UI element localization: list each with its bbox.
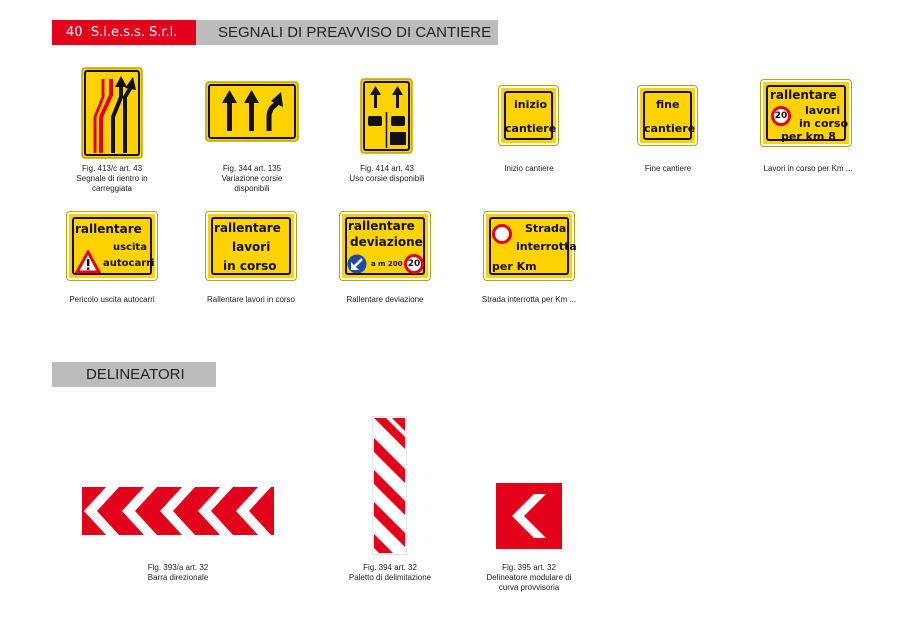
- delineator-modulare: [496, 483, 562, 549]
- page-number-badge: [52, 20, 196, 45]
- sign-variazione-corsie: [205, 81, 299, 142]
- sign-lavori-per-km: rallentare 20 lavori in corso per km 8: [761, 80, 851, 146]
- section-title: SEGNALI DI PREAVVISO DI CANTIERE: [196, 20, 498, 45]
- section-title-delineatori: DELINEATORI: [52, 362, 216, 387]
- no-transit-icon: [492, 224, 512, 244]
- sign-fine-cantiere: fine cantiere: [638, 86, 697, 145]
- caption-sign-6: Lavori in corso per Km ...: [763, 164, 853, 173]
- company-name: S.i.e.s.s. S.r.l.: [90, 25, 178, 40]
- caption-sign-2: Fig. 344 art. 135 Variazione corsie disponibili: [221, 164, 283, 193]
- page-number: 40: [66, 25, 83, 40]
- sign-uscita-autocarri: rallentare uscita autocarri: [67, 212, 157, 280]
- sign-rientro-carreggiata: [81, 67, 143, 159]
- caption-sign-8: Rallentare lavori in corso: [206, 295, 296, 304]
- caption-delineator-2: Fig. 394 art. 32 Paletto di delimitazione: [348, 563, 432, 582]
- caption-sign-1: Fig. 413/c art. 43 Segnale di rientro in carreggiata: [76, 164, 148, 193]
- sign-strada-interrotta: Strada interrotta per Km: [484, 212, 574, 280]
- sign-uso-corsie: [360, 78, 413, 154]
- caption-sign-5: Fine cantiere: [644, 164, 692, 173]
- caption-sign-7: Pericolo uscita autocarri: [69, 295, 155, 304]
- caption-sign-10: Strada interrotta per Km ...: [481, 295, 577, 304]
- caption-sign-3: Fig. 414 art. 43 Uso corsie disponibili: [349, 164, 425, 183]
- speed-limit-icon: 20: [404, 254, 424, 274]
- sign-inizio-cantiere: inizio cantiere: [499, 86, 558, 145]
- caption-sign-4: Inizio cantiere: [504, 164, 554, 173]
- delineator-paletto: [372, 416, 407, 555]
- caption-sign-9: Rallentare deviazione: [346, 295, 424, 304]
- delineator-barra-direzionale: [82, 487, 274, 535]
- warning-triangle-icon: [75, 250, 101, 274]
- speed-limit-icon: 20: [771, 106, 791, 126]
- sign-rallentare-deviazione: rallentare deviazione a m 200 20: [340, 212, 430, 280]
- caption-delineator-1: Fig. 393/a art. 32 Barra direzionale: [147, 563, 209, 582]
- sign-rallentare-lavori: rallentare lavori in corso: [206, 212, 296, 280]
- caption-delineator-3: Fig. 395 art. 32 Delineatore modulare di curva provvisoria: [486, 563, 572, 592]
- arrow-down-left-icon: [347, 254, 367, 274]
